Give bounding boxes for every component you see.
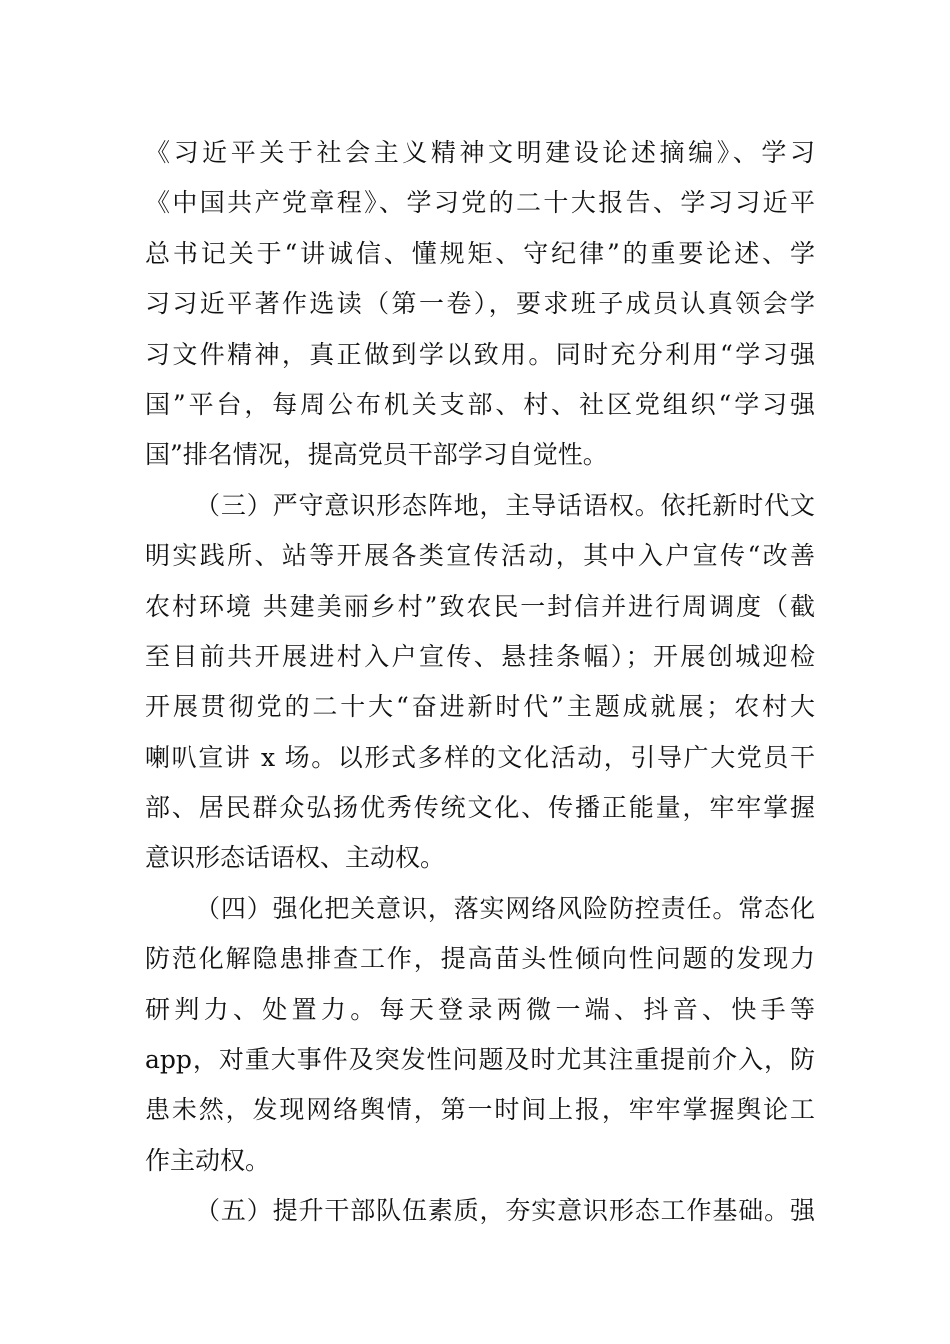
- text-line: 习习近平著作选读（第一卷），要求班子成员认真领会学: [145, 289, 815, 319]
- body-text: [145, 128, 815, 1237]
- text-line: 开展贯彻党的二十大“奋进新时代”主题成就展；农村大: [145, 692, 815, 722]
- text-line: 部、居民群众弘扬优秀传统文化、传播正能量，牢牢掌握: [145, 793, 815, 823]
- text-line: 意识形态话语权、主动权。: [145, 843, 446, 873]
- text-line: 《中国共产党章程》、学习党的二十大报告、学习习近平: [145, 188, 815, 218]
- text-line: 农村环境 共建美丽乡村”致农民一封信并进行周调度（截: [145, 591, 815, 621]
- text-line: app，对重大事件及突发性问题及时尤其注重提前介入，防: [145, 1045, 815, 1075]
- text-line: 总书记关于“讲诚信、懂规矩、守纪律”的重要论述、学: [145, 238, 815, 268]
- text-line: 国”平台，每周公布机关支部、村、社区党组织“学习强: [145, 389, 815, 419]
- text-line: 研判力、处置力。每天登录两微一端、抖音、快手等: [145, 994, 815, 1024]
- text-line: 习文件精神，真正做到学以致用。同时充分利用“学习强: [145, 339, 815, 369]
- text-line: 明实践所、站等开展各类宣传活动，其中入户宣传“改善: [145, 541, 815, 571]
- text-line: 至目前共开展进村入户宣传、悬挂条幅）；开展创城迎检: [145, 641, 815, 671]
- paragraph-first-line: （三）严守意识形态阵地，主导话语权。依托新时代文: [195, 490, 815, 520]
- paragraph-first-line: （四）强化把关意识，落实网络风险防控责任。常态化: [195, 893, 815, 923]
- text-line: 患未然，发现网络舆情，第一时间上报，牢牢掌握舆论工: [145, 1095, 815, 1125]
- text-line: 作主动权。: [145, 1145, 271, 1175]
- text-line: 国”排名情况，提高党员干部学习自觉性。: [145, 440, 608, 470]
- text-line: 《习近平关于社会主义精神文明建设论述摘编》、学习: [145, 138, 815, 167]
- text-line: 防范化解隐患排查工作，提高苗头性倾向性问题的发现力: [145, 944, 815, 974]
- text-line: 喇叭宣讲 x 场。以形式多样的文化活动，引导广大党员干: [145, 742, 815, 772]
- paragraph-first-line: （五）提升干部队伍素质，夯实意识形态工作基础。强: [195, 1196, 815, 1226]
